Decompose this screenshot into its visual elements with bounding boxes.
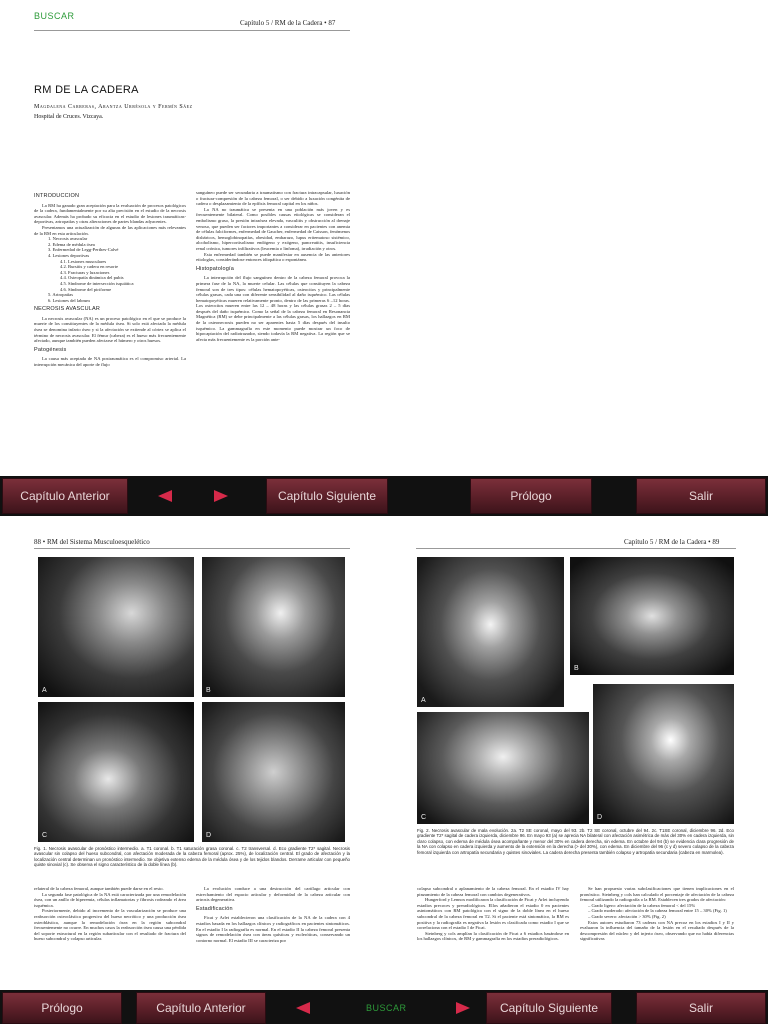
prev-page-arrow-icon[interactable] xyxy=(296,1002,310,1014)
paragraph: La RM ha ganado gran aceptación para la evaluación de procesos patológicos de la cadera, fundamentalmente por su alta precisión en el estudio de la necrosis avascular. Además ha probado su eficacia en el estudio de lesiones traumáticas-deportivas, artropatías y otras alteraciones de partes blandas adyacentes. xyxy=(34,202,186,225)
exit-button[interactable]: Salir xyxy=(636,992,766,1024)
list-item: 4.5. Síndrome de intersección isquiática xyxy=(60,280,134,286)
text-column-3 xyxy=(34,886,186,982)
list-item: 4.2. Bursitis y cadera en resorte xyxy=(60,264,119,270)
section-heading: Estadificación xyxy=(196,905,233,912)
image-label: B xyxy=(206,687,211,694)
image-label: D xyxy=(597,814,603,821)
prev-chapter-button[interactable]: Capítulo Anterior xyxy=(2,478,128,514)
text-column-2 xyxy=(196,190,350,470)
paragraph: – Grado ligero: afectación de la cabeza femoral < del 15% xyxy=(588,902,696,908)
list-item: 6. Lesiones del labrum xyxy=(48,297,90,303)
list-item: 1. Necrosis avascular xyxy=(48,236,88,242)
header-rule xyxy=(34,30,350,31)
header-rule xyxy=(416,548,736,549)
image-label: B xyxy=(574,665,579,672)
next-page-arrow-icon[interactable] xyxy=(456,1002,470,1014)
image-label: C xyxy=(42,832,48,839)
image-label: C xyxy=(421,814,427,821)
paragraph: La causa más aceptada de NA postraumática es el compromiso arterial. La interrupción mecánica del aporte de flujo xyxy=(34,356,186,368)
list-item: 4.6. Síndrome del piriforme xyxy=(60,286,112,292)
paragraph: Presentamos una actualización de algunas de las aplicaciones más relevantes de la RM en esta articulación. xyxy=(34,224,186,236)
mri-image-d xyxy=(593,684,734,824)
mri-image-b xyxy=(570,557,734,675)
section-heading: Patogénesis xyxy=(34,346,67,353)
text-column-4 xyxy=(196,886,350,982)
list-item: 4.1. Lesiones musculares xyxy=(60,258,107,264)
list-item: 3. Enfermedad de Legg-Perthes-Calvé xyxy=(48,247,119,253)
image-label: A xyxy=(421,697,426,704)
list-item: 4.3. Fracturas y luxaciones xyxy=(60,269,110,275)
paragraph: Steinberg y cols amplían la clasificación de Ficat a 6 estadios basándose en los hallazgos clínicos, de RM y gammagrafía en los estadios preradiológicos. xyxy=(417,930,569,942)
paragraph: La necrosis avascular (NA) es un proceso patológico en el que se produce la muerte de los constituyentes de la médula ósea. Si solo está afectada la médula ósea se denomina infarto óseo y si la afectación se extiende al córtex se aplica el término de necrosis avascular. El fémur (cabeza) es el hueso más frecuentemente afectado, aunque también pueden afectarse el húmero y otros huesos. xyxy=(34,315,186,344)
mri-image-c xyxy=(38,702,194,842)
paragraph: La NA no traumática se presenta en una población más joven y es frecuentemente bilateral. Como posibles causas etiológicas se consideran el embolismo graso, la presión intraósea elevada, vasculitis y obstrucción al drenaje venoso, que pueden ser factores importantes a considerar en pacientes con anemia de células falciformes, enfermedad de Gaucher, enfermedad de Caisson, fenómenos disbáricos, hemoglobinopatías, obesidad, embarazo, lupus eritematoso sistémico, alcoholismo, hipercortisolismo endógeno y exógeno, pancreatitis, insuficiencia renal crónica, tumores infiltrativos (leucemia o linfoma), irradiación y otros. xyxy=(196,206,350,251)
mri-image-b xyxy=(202,557,345,697)
list-item: 5. Artropatías xyxy=(48,292,74,298)
exit-button[interactable]: Salir xyxy=(636,478,766,514)
paragraph: Estos autores estudiaron 73 caderas con NA precoz en los estadios I y II y evaluaron la influencia del tamaño de la lesión en el resultado después de la descompresión del núcleo y del injerto óseo, observando que no había diferencias significativas xyxy=(580,919,734,942)
paragraph: La segunda fase patológica de la NA está caracterizada por una remodelación ósea, con un anillo de hiperemia, células inflamatorias y fibrosis rodeando el área isquémica. xyxy=(34,891,186,908)
next-chapter-button[interactable]: Capítulo Siguiente xyxy=(266,478,388,514)
paragraph: sanguíneo puede ser secundaria a traumatismo con fractura intracapsular, luxación o fractura-compresión de la cabeza femoral, o ser debido a luxación congénita de cadera o desplazamiento de la epífisis femoral capital en los niños. xyxy=(196,190,350,207)
paragraph: Ficat y Arlet establecieron una clasificación de la NA de la cadera con 4 estadios basada en los hallazgos clínicos y radiográficos en pacientes sintomáticos. En el estadio I la radiografía es normal. En el estadio II la cabeza femoral presenta signos de remodelación ósea con áreas quísticas y escleróticas, conservando un contorno normal. El estadio III se caracteriza por xyxy=(196,915,350,943)
nav-bar-bottom xyxy=(0,990,768,1024)
next-page-arrow-icon[interactable] xyxy=(214,490,228,502)
paragraph: – Grado moderado: afectación de la cabeza femoral entre 15 – 30% (Fig. 1) xyxy=(588,908,727,914)
outline-list xyxy=(34,236,186,303)
paragraph: La evolución conduce a una destrucción del cartílago articular con estrechamiento del espacio articular y deformidad de la cabeza articular con artrosis degenerativa. xyxy=(196,886,350,903)
mri-image-a xyxy=(38,557,194,697)
text-column-5 xyxy=(417,886,569,982)
figure-caption: Fig. 1. Necrosis avascular de pronóstico intermedio. a. T1 coronal. b. T1 saturación grasa coronal. c. T2 transversal. d. Eco gradiente T2* sagital. Necrosis avascular sin colapso del hueso subcondral, con afectación moderada de la cabeza femoral (aprox. 25%), de localización central. El grado de afectación y la localización central determinan un pronóstico intermedio. Se objetiva extenso edema de la médula ósea y de los tejidos blandos. Derrame articular con pequeño quiste sinovial (c). Se observa el signo característico de la doble línea (b). xyxy=(34,846,350,868)
paragraph: relateral de la cabeza femoral, aunque también puede darse en el resto. xyxy=(34,886,164,891)
nav-bar-top xyxy=(0,476,768,516)
mri-image-c xyxy=(417,712,589,824)
section-heading: Histopatología xyxy=(196,265,234,272)
paragraph: Se han propuesto varias subclasificaciones que tienen implicaciones en el pronóstico. Steinberg y cols han calculado el porcentaje de afectación de la cabeza femoral utilizando la radiografía o la RM. Establecen tres grados de afectación: xyxy=(580,886,734,903)
running-head: Capítulo 5 / RM de la Cadera • 87 xyxy=(240,19,336,27)
prev-chapter-button[interactable]: Capítulo Anterior xyxy=(136,992,266,1024)
image-label: A xyxy=(42,687,47,694)
mri-image-a xyxy=(417,557,564,707)
header-rule xyxy=(34,548,350,549)
hospital: Hospital de Cruces. Vizcaya. xyxy=(34,114,104,120)
paragraph: – Grado severo: afectación > 30% (Fig. 2) xyxy=(588,913,666,919)
list-item: 4.4. Osteopatía dinámica del pubis xyxy=(60,275,124,281)
authors: Magdalena Carreras, Arantza Urrésola y Fermín Sáez xyxy=(34,104,193,110)
text-column-6 xyxy=(580,886,734,982)
mri-image-d xyxy=(202,702,345,842)
image-label: D xyxy=(206,832,212,839)
figure-caption: Fig. 2. Necrosis avascular de mala evolución. 2a. T2 SE coronal, mayo del 93. 2b. T2 SE coronal, octubre del 94. 2c. T1SE coronal, diciembre 96. 2d. Eco gradiente T2* sagital de cadera izquierda, diciembre 96. En mayo 93 (a) se aprecia NA bilateral con afectación asimétrica de más del 30% en cadera izquierda, sin claro colapso, con edema de médula ósea acompañante y menor del 30% en cadera derecha, sin edema. En octubre del 94 (b) se evidencia clara progresión de la NA con colapso en cadera izquierda y aumento de la extensión en la derecha (> del 30%), con edema. En diciembre del 96 (c y d) severo colapso de la cabeza femoral izquierda con artropatía secundaria y quistes sinoviales. La cadera derecha presenta también colapso y artropatía secundaria (cabeza en marmolea). xyxy=(417,828,734,855)
section-heading: INTRODUCCION xyxy=(34,193,80,199)
prologue-button[interactable]: Prólogo xyxy=(2,992,122,1024)
paragraph: Posteriormente, debido al incremento de la vascularización se produce una reabsorción osteoclástica progresiva del hueso necrótico y una producción ósea osteoblástica, aunque la remodelación ósea en la región subcondral frecuentemente no ocurre. En muchos casos la reabsorción ósea causa una pérdida del soporte estructural en la región subarticular con el resultado de fractura del hueso subcondral y colapso articular. xyxy=(34,908,186,942)
running-head-right: Capítulo 5 / RM de la Cadera • 89 xyxy=(624,538,720,546)
search-link[interactable]: BUSCAR xyxy=(366,1003,407,1013)
list-item: 2. Edema de médula ósea xyxy=(48,241,95,247)
paragraph: Esta enfermedad también se puede manifestar en ausencia de las anteriores etiologías, considerándose entonces idiopática o espontánea. xyxy=(196,251,350,263)
prev-page-arrow-icon[interactable] xyxy=(158,490,172,502)
search-link[interactable]: BUSCAR xyxy=(34,11,75,21)
paragraph: Hungerford y Lennox modificaron la clasificación de Ficat y Arlet incluyendo estadios precoces y preradiológicos. Ellos añadieron el estadio 0 en pacientes asintomáticos con RM patológica con el signo de la doble línea en el hueso subcondral de la cabeza femoral en T2. Si el paciente está sintomático, la RM es positiva y la radiografía es negativa la lesión es clasificada como estadio I que se correlaciona con el estadio I de Ficat. xyxy=(417,897,569,931)
section-heading: NECROSIS AVASCULAR xyxy=(34,306,101,313)
list-item: 4. Lesiones deportivas xyxy=(48,252,90,258)
page-title: RM DE LA CADERA xyxy=(34,84,139,96)
text-column-1 xyxy=(34,190,186,470)
paragraph: colapso subcondral o aplanamiento de la cabeza femoral. En el estadio IV hay pinzamiento de la cabeza femoral con cambios degenerativos. xyxy=(417,886,569,897)
next-chapter-button[interactable]: Capítulo Siguiente xyxy=(486,992,612,1024)
prologue-button[interactable]: Prólogo xyxy=(470,478,592,514)
running-head-left: 88 • RM del Sistema Musculoesquelético xyxy=(34,538,150,546)
paragraph: La interrupción del flujo sanguíneo dentro de la cabeza femoral provoca la primera fase de la NA, la muerte celular. Las células que constituyen la cabeza femoral son de tres tipos: células hematopoyéticas, osteocitos y principalmente células grasas, cada una con diferente sensibilidad al daño isquémico. Las células hematopoyéticas mueren relativamente pronto, dentro de las primeras 6 –12 horas. Los osteocitos mueren entre las 12 – 48 horas y las células grasas 2 – 5 días después del daño isquémico. Como la señal de la cabeza femoral en Resonancia Magnética (RM) se debe principalmente a las células grasas, los hallazgos en RM de la osteonecrosis pueden no ser aparentes hasta 5 días después del insulto isquémico. La gammagrafía en este momento puede mostrar un foco de hipocaptación del radiotrazador, siendo todavía la RM negativa. La región que se afecta más frecuentemente es la porción ante- xyxy=(196,275,350,342)
